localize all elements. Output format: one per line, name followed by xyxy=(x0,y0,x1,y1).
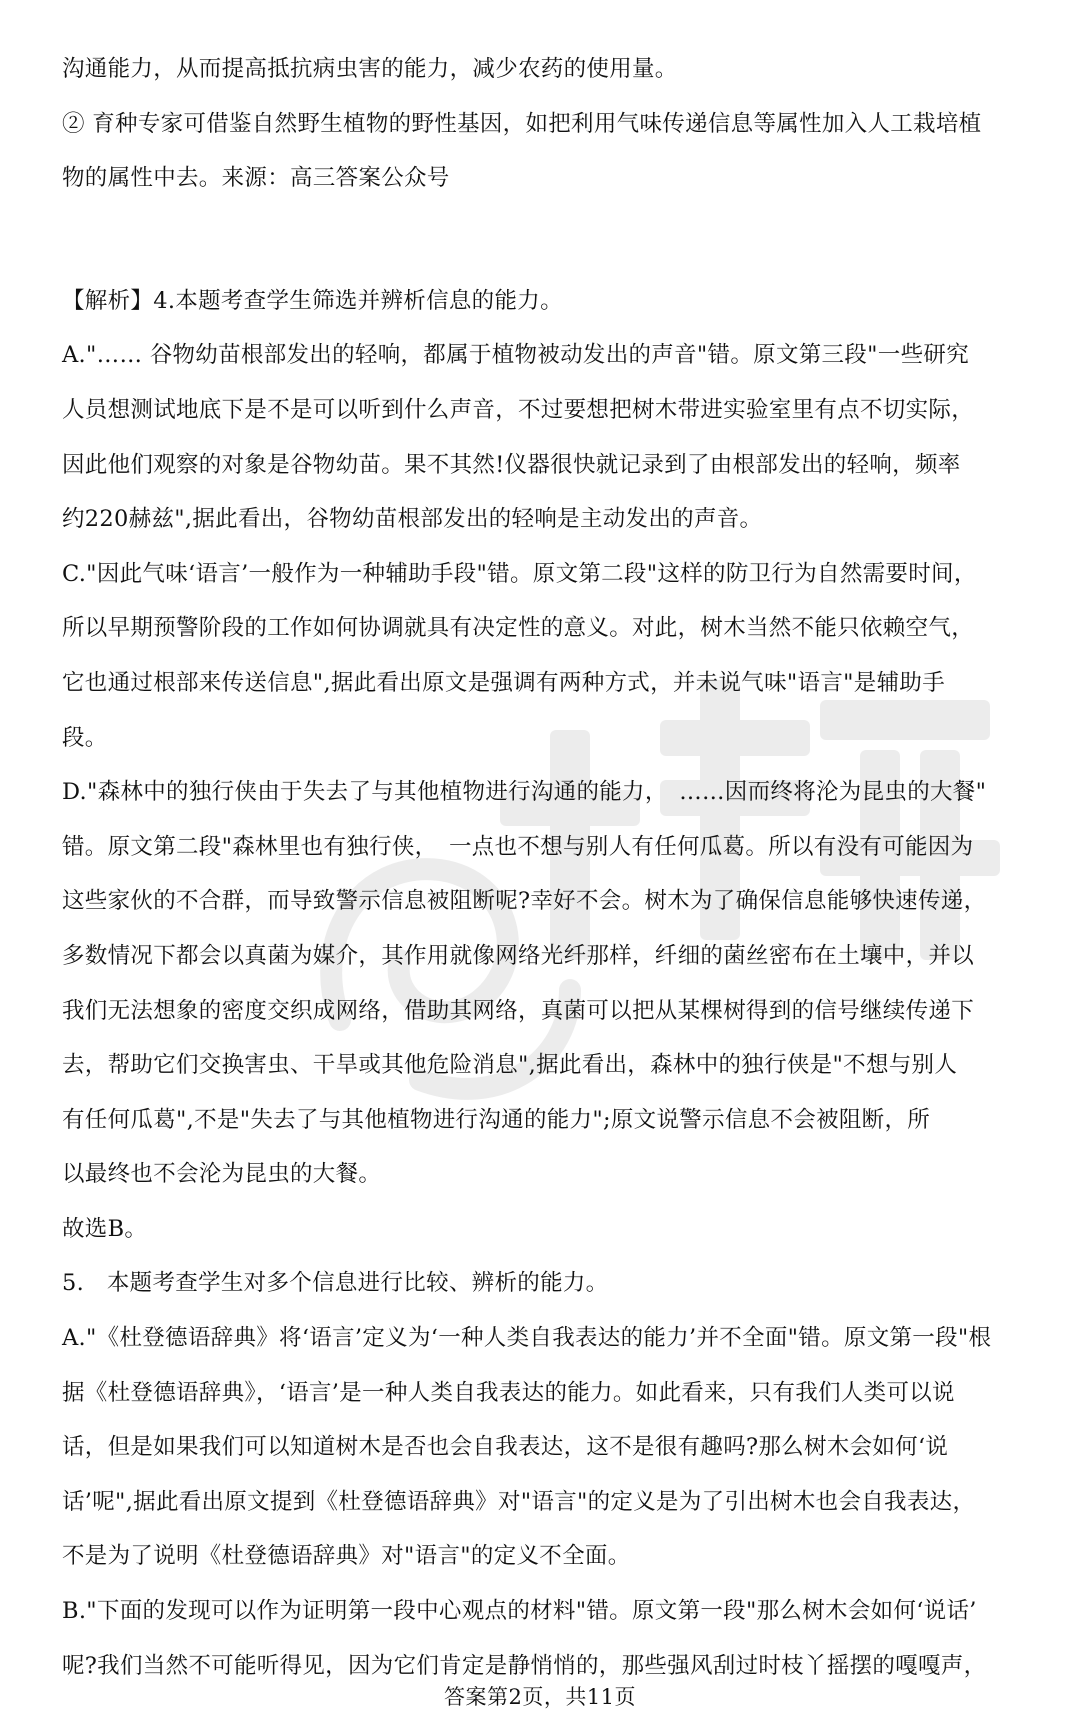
text-line: 5. 本题考查学生对多个信息进行比较、辨析的能力。 xyxy=(62,1270,609,1297)
text-line: 所以早期预警阶段的工作如何协调就具有决定性的意义。对此，树木当然不能只依赖空气， xyxy=(62,615,975,642)
text-line: 话，但是如果我们可以知道树木是否也会自我表达，这不是很有趣吗?那么树木会如何‘说 xyxy=(62,1434,949,1461)
text-line: 以最终也不会沦为昆虫的大餐。 xyxy=(62,1161,382,1188)
text-line: 话’呢",据此看出原文提到《杜登德语辞典》对"语言"的定义是为了引出树木也会自我表达， xyxy=(62,1488,976,1515)
text-line: ② 育种专家可借鉴自然野生植物的野性基因，如把利用气味传递信息等属性加入人工栽培植 xyxy=(62,110,982,137)
text-line: 【解析】4.本题考查学生筛选并辨析信息的能力。 xyxy=(62,287,563,314)
text-line: 多数情况下都会以真菌为媒介，其作用就像网络光纤那样，纤细的菌丝密布在土壤中，并以 xyxy=(62,942,975,969)
paragraph-gap xyxy=(62,206,1040,274)
main-lines xyxy=(62,274,1040,1693)
text-line: 它也通过根部来传送信息",据此看出原文是强调有两种方式，并未说气味"语言"是辅助手 xyxy=(62,669,946,696)
text-line: 有任何瓜葛",不是"失去了与其他植物进行沟通的能力";原文说警示信息不会被阻断，所 xyxy=(62,1106,931,1133)
text-line: 人员想测试地底下是不是可以听到什么声音，不过要想把树木带进实验室里有点不切实际， xyxy=(62,396,975,423)
page-footer: 答案第2页，共11页 xyxy=(443,1685,637,1709)
text-line: A."《杜登德语辞典》将‘语言’定义为‘一种人类自我表达的能力’并不全面"错。原文第一段"根 xyxy=(62,1325,992,1352)
text-line: 错。原文第二段"森林里也有独行侠， 一点也不想与别人有任何瓜葛。所以有没有可能因为 xyxy=(62,833,974,860)
text-line: 约220赫兹",据此看出，谷物幼苗根部发出的轻响是主动发出的声音。 xyxy=(62,506,763,533)
text-line: 故选B。 xyxy=(62,1215,148,1242)
text-line: 因此他们观察的对象是谷物幼苗。果不其然!仪器很快就记录到了由根部发出的轻响，频率 xyxy=(62,451,961,478)
text-line: 沟通能力，从而提高抵抗病虫害的能力，减少农药的使用量。 xyxy=(62,56,678,82)
text-line: B."下面的发现可以作为证明第一段中心观点的材料"错。原文第一段"那么树木会如何‘说话’ xyxy=(62,1598,977,1625)
text-line: 据《杜登德语辞典》，‘语言’是一种人类自我表达的能力。如此看来，只有我们人类可以说 xyxy=(62,1379,955,1406)
text-line: A."…… 谷物幼苗根部发出的轻响，都属于植物被动发出的声音"错。原文第三段"一些研究 xyxy=(62,342,970,369)
document-body xyxy=(62,42,1040,1693)
text-line: 物的属性中去。来源：高三答案公众号 xyxy=(62,165,450,192)
text-line: 呢?我们当然不可能听得见，因为它们肯定是静悄悄的，那些强风刮过时枝丫摇摆的嘎嘎声， xyxy=(62,1652,987,1679)
text-line: 不是为了说明《杜登德语辞典》对"语言"的定义不全面。 xyxy=(62,1543,631,1570)
text-line: D."森林中的独行侠由于失去了与其他植物进行沟通的能力， ……因而终将沦为昆虫的大餐" xyxy=(62,779,987,806)
top-lines xyxy=(62,42,1040,206)
text-line: 段。 xyxy=(62,724,108,751)
text-line: C."因此气味‘语言’一般作为一种辅助手段"错。原文第二段"这样的防卫行为自然需要时间， xyxy=(62,560,977,587)
text-line: 我们无法想象的密度交织成网络，借助其网络，真菌可以把从某棵树得到的信号继续传递下 xyxy=(62,997,975,1024)
text-line: 去，帮助它们交换害虫、干旱或其他危险消息",据此看出，森林中的独行侠是"不想与别人 xyxy=(62,1052,958,1079)
text-line: 这些家伙的不合群，而导致警示信息被阻断呢?幸好不会。树木为了确保信息能够快速传递， xyxy=(62,888,987,915)
